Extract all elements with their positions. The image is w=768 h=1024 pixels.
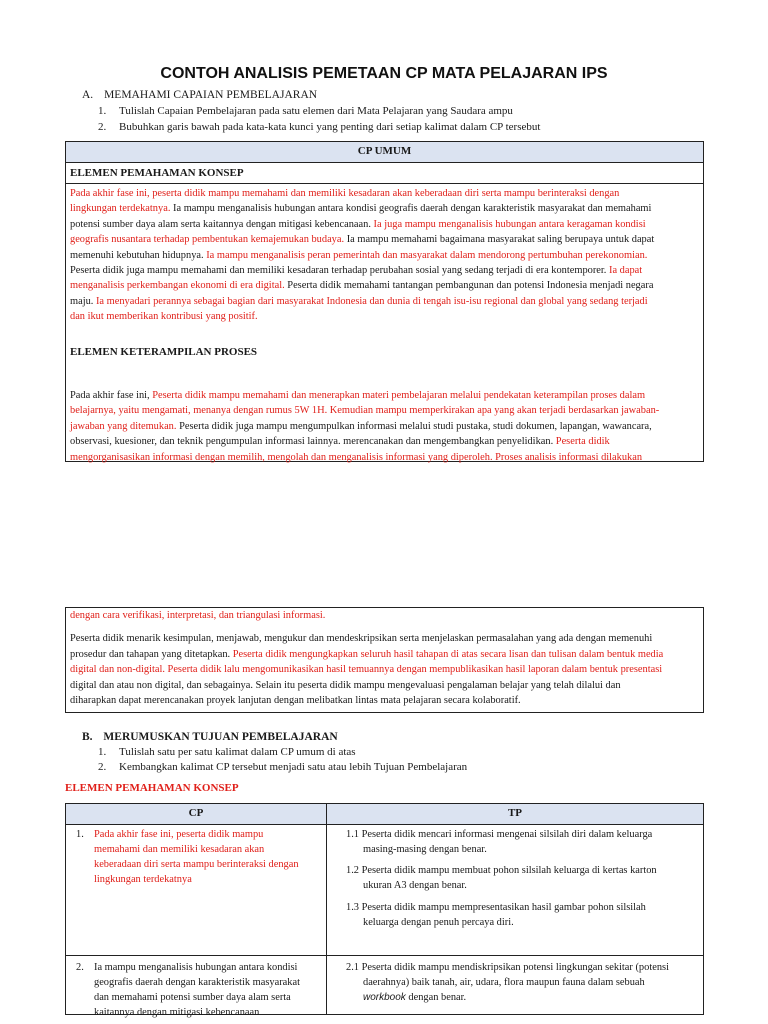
highlighted-text: dan ikut memberikan kontribusi yang positif. xyxy=(70,311,258,323)
tp-line: masing-masing dengan benar. xyxy=(363,844,487,855)
text-line xyxy=(70,232,699,247)
list-item-text: Tulislah Capaian Pembelajaran pada satu elemen dari Mata Pelajaran yang Saudara ampu xyxy=(119,105,513,117)
section-b-marker: B. xyxy=(82,731,93,743)
element-pemahaman-title: ELEMEN PEMAHAMAN KONSEP xyxy=(66,163,703,184)
tp-line: ukuran A3 dengan benar. xyxy=(363,880,467,891)
table-row-divider xyxy=(66,955,703,956)
cp-line: lingkungan terdekatnya xyxy=(94,874,192,885)
cp-line: dan memahami potensi sumber daya alam serta xyxy=(94,992,291,1003)
plain-text: Peserta didik juga mampu mengumpulkan informasi melalui studi pustaka, studi dokumen, lapangan, wawancara, xyxy=(176,420,652,432)
element-pemahaman-text xyxy=(66,184,703,325)
text-line xyxy=(70,294,699,309)
tp-line: Peserta didik mampu mendiskripsikan potensi lingkungan sekitar (potensi xyxy=(361,962,669,973)
table-row-2-number: 2. xyxy=(76,962,84,973)
highlighted-text: Peserta didik mengungkapkan seluruh hasil tahapan di atas secara lisan dan tulisan dalam bentuk media xyxy=(230,648,664,660)
list-item-number: 1. xyxy=(98,105,107,117)
cp-tp-table xyxy=(65,803,704,1018)
highlighted-text: digital dan non-digital. Peserta didik lalu mengomunikasikan hasil temuannya dengan mempublikasikan hasil laporan dalam bentuk presentasi xyxy=(70,664,663,676)
cp-umum-box xyxy=(65,141,704,462)
element-keterampilan-text xyxy=(70,388,699,465)
cp-line: kaitannya dengan mitigasi kebencanaan xyxy=(94,1007,260,1018)
section-a-item-1 xyxy=(98,105,513,117)
section-a-marker: A. xyxy=(82,89,94,101)
text-line xyxy=(70,434,699,449)
plain-text: Peserta didik juga mampu memahami dan memiliki kesadaran terhadap perubahan sosial yang sedang terjadi di era kontemporer. xyxy=(70,265,607,277)
highlighted-text: Pada akhir fase ini, peserta didik mampu memahami dan memiliki kesadaran akan keberadaan diri serta mampu berinteraksi dengan xyxy=(70,188,620,199)
text-line xyxy=(70,186,699,201)
tp-italic-term: workbook xyxy=(363,992,406,1003)
highlighted-text: belajarnya, yaitu mengamati, menanya dengan rumus 5W 1H. Kemudian mampu memperkirakan apa yang akan terjadi berdasarkan jawaban- xyxy=(70,405,660,417)
text-line xyxy=(70,309,699,324)
plain-text: Ia mampu menganalisis hubungan antara kondisi geografis daerah dengan karakteristik masyarakat dan memahami xyxy=(170,203,652,215)
text-line xyxy=(70,647,699,662)
plain-text: Pada akhir fase ini, xyxy=(70,390,150,401)
tp-line: Peserta didik mampu mempresentasikan hasil gambar pohon silsilah xyxy=(361,902,646,913)
text-line xyxy=(70,662,699,677)
cp-continuation-text xyxy=(66,608,703,708)
highlighted-text: mengorganisasikan informasi dengan memilih, mengolah dan menganalisis informasi yang diperoleh. Proses analisis informasi dilakukan xyxy=(70,451,643,463)
highlighted-text: Ia dapat xyxy=(606,265,643,277)
table-row-1-number: 1. xyxy=(76,829,84,840)
plain-text: prosedur dan tahapan yang ditetapkan. xyxy=(70,648,231,660)
page-title: CONTOH ANALISIS PEMETAAN CP MATA PELAJARAN IPS xyxy=(160,65,608,82)
text-line xyxy=(70,263,699,278)
highlighted-text: jawaban yang ditemukan. xyxy=(70,420,177,432)
cp-umum-continuation-box xyxy=(65,607,704,713)
text-line xyxy=(70,217,699,232)
text-line xyxy=(70,248,699,263)
section-b-item-1 xyxy=(98,746,356,758)
list-item-number: 2. xyxy=(98,761,107,773)
table-header-tp: TP xyxy=(327,804,703,825)
section-a-heading xyxy=(82,89,317,101)
plain-text: Peserta didik memahami tantangan pembangunan dan potensi Indonesia menjadi negara xyxy=(284,280,654,292)
tp-number: 1.3 xyxy=(346,902,359,913)
section-a-title: MEMAHAMI CAPAIAN PEMBELAJARAN xyxy=(104,89,318,101)
plain-text: digital dan atau non digital, dan sebagainya. Selain itu peserta didik mampu mengevaluasi pengalaman belajar yang telah dilalui dan xyxy=(70,679,621,691)
tp-item-2-1 xyxy=(346,960,669,1005)
tp-item-1-3 xyxy=(346,900,646,930)
tp-line: keluarga dengan penuh percaya diri. xyxy=(363,917,514,928)
plain-text: diharapkan dapat merencanakan proyek lanjutan dengan melibatkan lintas mata pelajaran secara kolaboratif. xyxy=(70,695,521,707)
cp-line: Ia mampu menganalisis hubungan antara kondisi xyxy=(94,962,298,973)
text-line xyxy=(70,631,699,646)
highlighted-text: geografis nusantara terhadap pembentukan kemajemukan budaya. xyxy=(70,234,345,246)
tp-line: Peserta didik mampu membuat pohon silsilah keluarga di kertas karton xyxy=(361,865,657,876)
highlighted-text: Ia mampu menganalisis peran pemerintah dan masyarakat dalam mendorong pertumbuhan perekonomian. xyxy=(203,249,648,261)
tp-item-1-1 xyxy=(346,827,652,857)
plain-text: observasi, kuesioner, dan teknik pengumpulan informasi lainnya. merencanakan dan mengembangkan penyelidikan. xyxy=(70,436,554,448)
list-item-number: 2. xyxy=(98,121,107,133)
tp-item-1-2 xyxy=(346,863,657,893)
cp-line: keberadaan diri serta mampu berinteraksi dengan xyxy=(94,859,299,870)
text-line xyxy=(70,419,699,434)
cp-umum-header: CP UMUM xyxy=(66,142,703,163)
plain-text: potensi sumber daya alam serta kaitannya dengan mitigasi kebencanaan. xyxy=(70,218,371,230)
tp-number: 1.2 xyxy=(346,865,359,876)
text-line xyxy=(70,450,699,465)
highlighted-text: dengan cara verifikasi, interpretasi, dan triangulasi informasi. xyxy=(70,610,326,621)
table-row-2-cp xyxy=(94,960,322,1020)
text-line xyxy=(70,608,699,623)
table-row-1-cp xyxy=(94,827,322,887)
tp-text: dengan benar. xyxy=(405,992,467,1003)
list-item-text: Bubuhkan garis bawah pada kata-kata kunci yang penting dari setiap kalimat dalam CP tersebut xyxy=(119,121,541,133)
element-keterampilan-title: ELEMEN KETERAMPILAN PROSES xyxy=(70,346,258,358)
section-b-heading xyxy=(82,731,338,743)
table-header-cp: CP xyxy=(66,804,327,825)
plain-text: maju. xyxy=(70,295,94,307)
highlighted-text: Peserta didik xyxy=(553,436,610,448)
list-item-number: 1. xyxy=(98,746,107,758)
text-line xyxy=(70,693,699,708)
highlighted-text: Ia menyadari perannya sebagai bagian dari masyarakat Indonesia dan dunia di tengah isu-isu regional dan global yang sedang terjadi xyxy=(93,295,648,307)
text-line xyxy=(70,678,699,693)
text-line xyxy=(70,278,699,293)
plain-text: memenuhi kebutuhan hidupnya. xyxy=(70,249,204,261)
tp-line: Peserta didik mencari informasi mengenai silsilah diri dalam keluarga xyxy=(361,829,653,840)
text-line xyxy=(70,201,699,216)
cp-line: Pada akhir fase ini, peserta didik mampu xyxy=(94,829,264,840)
highlighted-text: Peserta didik mampu memahami dan menerapkan materi pembelajaran melalui pendekatan keterampilan proses dalam xyxy=(149,390,646,401)
cp-line: geografis daerah dengan karakteristik masyarakat xyxy=(94,977,300,988)
cp-line: memahami dan memiliki kesadaran akan xyxy=(94,844,265,855)
section-a-item-2 xyxy=(98,121,540,133)
table-column-divider xyxy=(326,824,327,1014)
tp-line-last xyxy=(346,990,669,1005)
tp-number: 2.1 xyxy=(346,962,359,973)
list-item-text: Tulislah satu per satu kalimat dalam CP umum di atas xyxy=(119,746,356,758)
tp-number: 1.1 xyxy=(346,829,359,840)
highlighted-text: menganalisis perkembangan ekonomi di era digital. xyxy=(70,280,285,292)
section-b-element-label: ELEMEN PEMAHAMAN KONSEP xyxy=(65,782,239,794)
plain-text: Peserta didik menarik kesimpulan, menjawab, mengukur dan mendeskripsikan serta menjelaskan permasalahan yang ada dengan memenuhi xyxy=(70,633,653,645)
list-item-text: Kembangkan kalimat CP tersebut menjadi satu atau lebih Tujuan Pembelajaran xyxy=(119,761,468,773)
highlighted-text: lingkungan terdekatnya. xyxy=(70,203,171,215)
text-line xyxy=(70,388,699,403)
section-b-title: MERUMUSKAN TUJUAN PEMBELAJARAN xyxy=(103,731,338,743)
highlighted-text: Ia juga mampu menganalisis hubungan antara keragaman kondisi xyxy=(370,218,646,230)
section-b-item-2 xyxy=(98,761,467,773)
text-line xyxy=(70,403,699,418)
tp-line: daerahnya) baik tanah, air, udara, flora maupun fauna dalam sebuah xyxy=(363,977,645,988)
plain-text: Ia mampu memahami bagaimana masyarakat saling berupaya untuk dapat xyxy=(344,234,655,246)
